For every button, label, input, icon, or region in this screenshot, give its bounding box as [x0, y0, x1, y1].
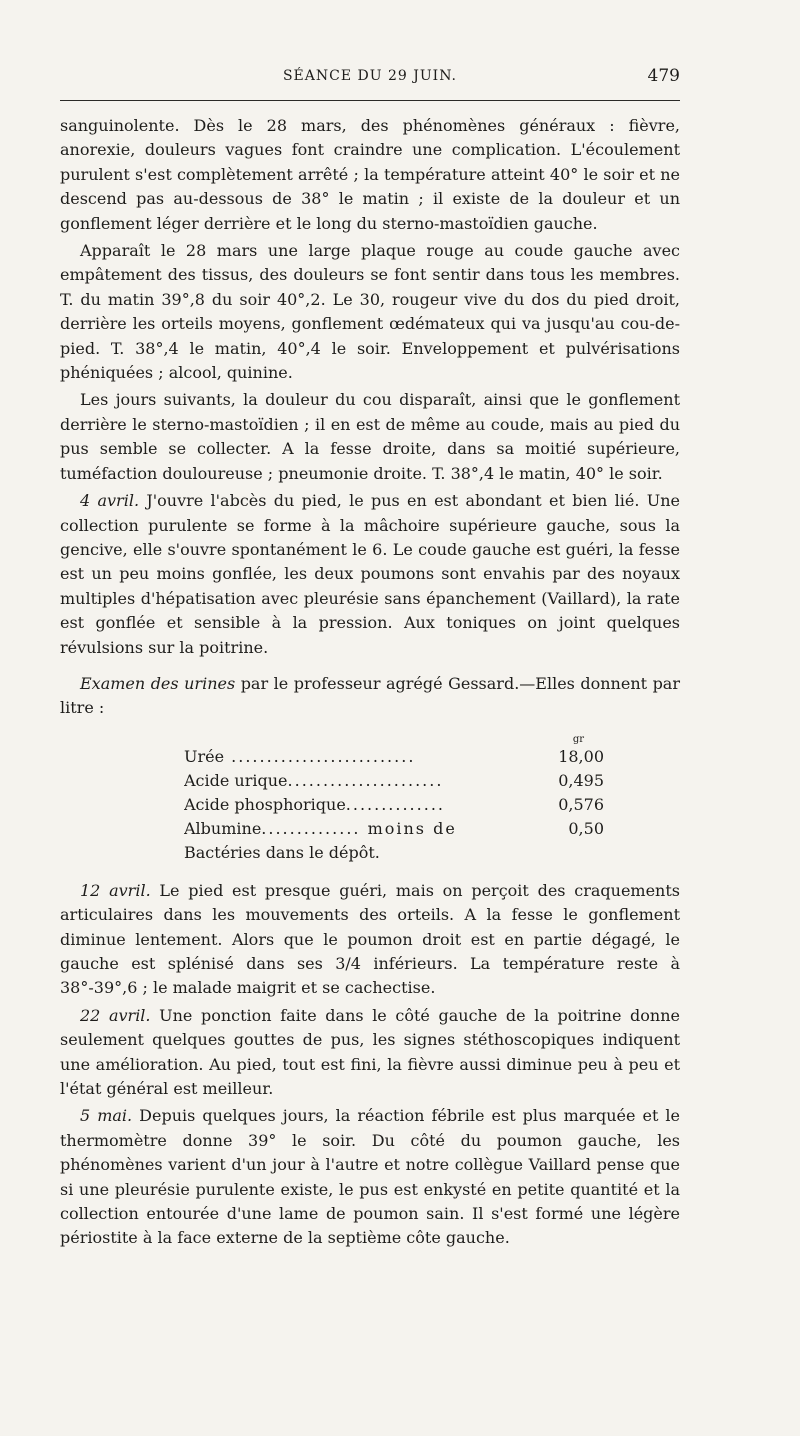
substance-value: 18,00 [558, 746, 604, 766]
substance-name: Albumine [184, 818, 262, 838]
table-row [184, 769, 604, 793]
paragraph [60, 239, 680, 385]
dot-leader: .............. moins de [261, 818, 457, 838]
paragraph [60, 1104, 680, 1250]
paragraph-text: par le professeur agrégé Gessard.—Elles donnent par litre : [60, 673, 680, 718]
substance-name: Acide phosphorique [184, 794, 346, 814]
paragraph [60, 114, 680, 236]
substance-value: 0,50 [568, 818, 604, 838]
page-header [60, 62, 680, 98]
entry-date: 12 avril. [80, 880, 151, 900]
table-row [184, 745, 604, 769]
dot-leader: .............. [345, 794, 445, 814]
table-footer: Bactéries dans le dépôt. [184, 842, 380, 862]
entry-date: 4 avril. [80, 491, 140, 511]
header-rule [60, 100, 680, 101]
paragraph-text: Une ponction faite dans le côté gauche de la poitrine donne seulement quelques gouttes de pus, les signes stéthoscopiques indiquent une amélioration. Au pied, tout est fini, la fièvre aussi diminue peu à peu et l'état général est meilleur. [60, 1005, 680, 1098]
page-number: 479 [647, 66, 680, 86]
paragraph-text: J'ouvre l'abcès du pied, le pus en est abondant et bien lié. Une collection purulente se forme à la mâchoire supérieure gauche, sous la gencive, elle s'ouvre spontanément le 6. Le coude gauche est guéri, la fesse est un peu moins gonflée, les deux poumons sont envahis par des noyaux multiples d'hépatisation avec pleurésie sans épanchement (Vaillard), la rate est gonflée et sensible à la pression. Aux toniques on joint quelques révulsions sur la poitrine. [60, 491, 681, 657]
entry-date: 22 avril. [80, 1005, 151, 1025]
paragraph-text: Le pied est presque guéri, mais on perçoit des craquements articulaires dans les mouvements des orteils. A la fesse le gonflement diminue lentement. Alors que le poumon droit est en partie dégagé, le gauche est splénisé dans ses 3/4 inférieurs. La température reste à 38°-39°,6 ; le malade maigrit et se cachectise. [60, 880, 680, 998]
paragraph [60, 879, 680, 1001]
paragraph-text: sanguinolente. Dès le 28 mars, des phénomènes généraux : fièvre, anorexie, douleurs vagues font craindre une complication. L'écoulement purulent s'est complètement arrêté ; la température atteint 40° le soir et ne descend pas au-dessous de 38° le matin ; il existe de la douleur et un gonflement léger derrière et le long du sterno-mastoïdien gauche. [60, 116, 680, 233]
paragraph [60, 489, 680, 660]
substance-value: 0,576 [558, 794, 604, 814]
dot-leader: .......................... [224, 746, 416, 766]
entry-date: 5 mai. [80, 1106, 133, 1126]
table-row [184, 793, 604, 817]
urine-analysis-table [184, 735, 604, 865]
paragraph [60, 1004, 680, 1102]
paragraph-text: Les jours suivants, la douleur du cou disparaît, ainsi que le gonflement derrière le sterno-mastoïdien ; il en est de même au coude, mais au pied du pus semble se collecter. A la fesse droite, dans sa moitié supérieure, tuméfaction douloureuse ; pneumonie droite. T. 38°,4 le matin, 40° le soir. [60, 390, 680, 483]
body-text [60, 114, 680, 1254]
paragraph-text: Depuis quelques jours, la réaction fébrile est plus marquée et le thermomètre donne 39° le soir. Du côté du poumon gauche, les phénomènes varient d'un jour à l'autre et notre collègue Vaillard pense que si une pleurésie purulente existe, le pus est enkysté en petite quantité et la collection entourée d'une lame de poumon sain. Il s'est formé une légère périostite à la face externe de la septième côte gauche. [60, 1106, 680, 1248]
substance-value: 0,495 [558, 770, 604, 790]
unit-label: gr [572, 733, 584, 745]
table-row [184, 817, 604, 841]
table-footer-row [184, 841, 604, 865]
paragraph [60, 672, 680, 721]
substance-name: Acide urique [184, 770, 288, 790]
paragraph [60, 388, 680, 486]
running-title: SÉANCE DU 29 JUIN. [282, 68, 458, 84]
substance-name: Urée [184, 746, 225, 766]
unit-row [184, 735, 604, 745]
paragraph-text: Apparaît le 28 mars une large plaque rouge au coude gauche avec empâtement des tissus, des douleurs se font sentir dans tous les membres. T. du matin 39°,8 du soir 40°,2. Le 30, rougeur vive du dos du pied droit, derrière les orteils moyens, gonflement œdémateux qui va jusqu'au cou-de-pied. T. 38°,4 le matin, 40°,4 le soir. Enveloppement et pulvérisations phéniquées ; alcool, quinine. [60, 241, 680, 383]
italic-phrase: Examen des urines [80, 673, 236, 693]
dot-leader: ...................... [287, 770, 444, 790]
